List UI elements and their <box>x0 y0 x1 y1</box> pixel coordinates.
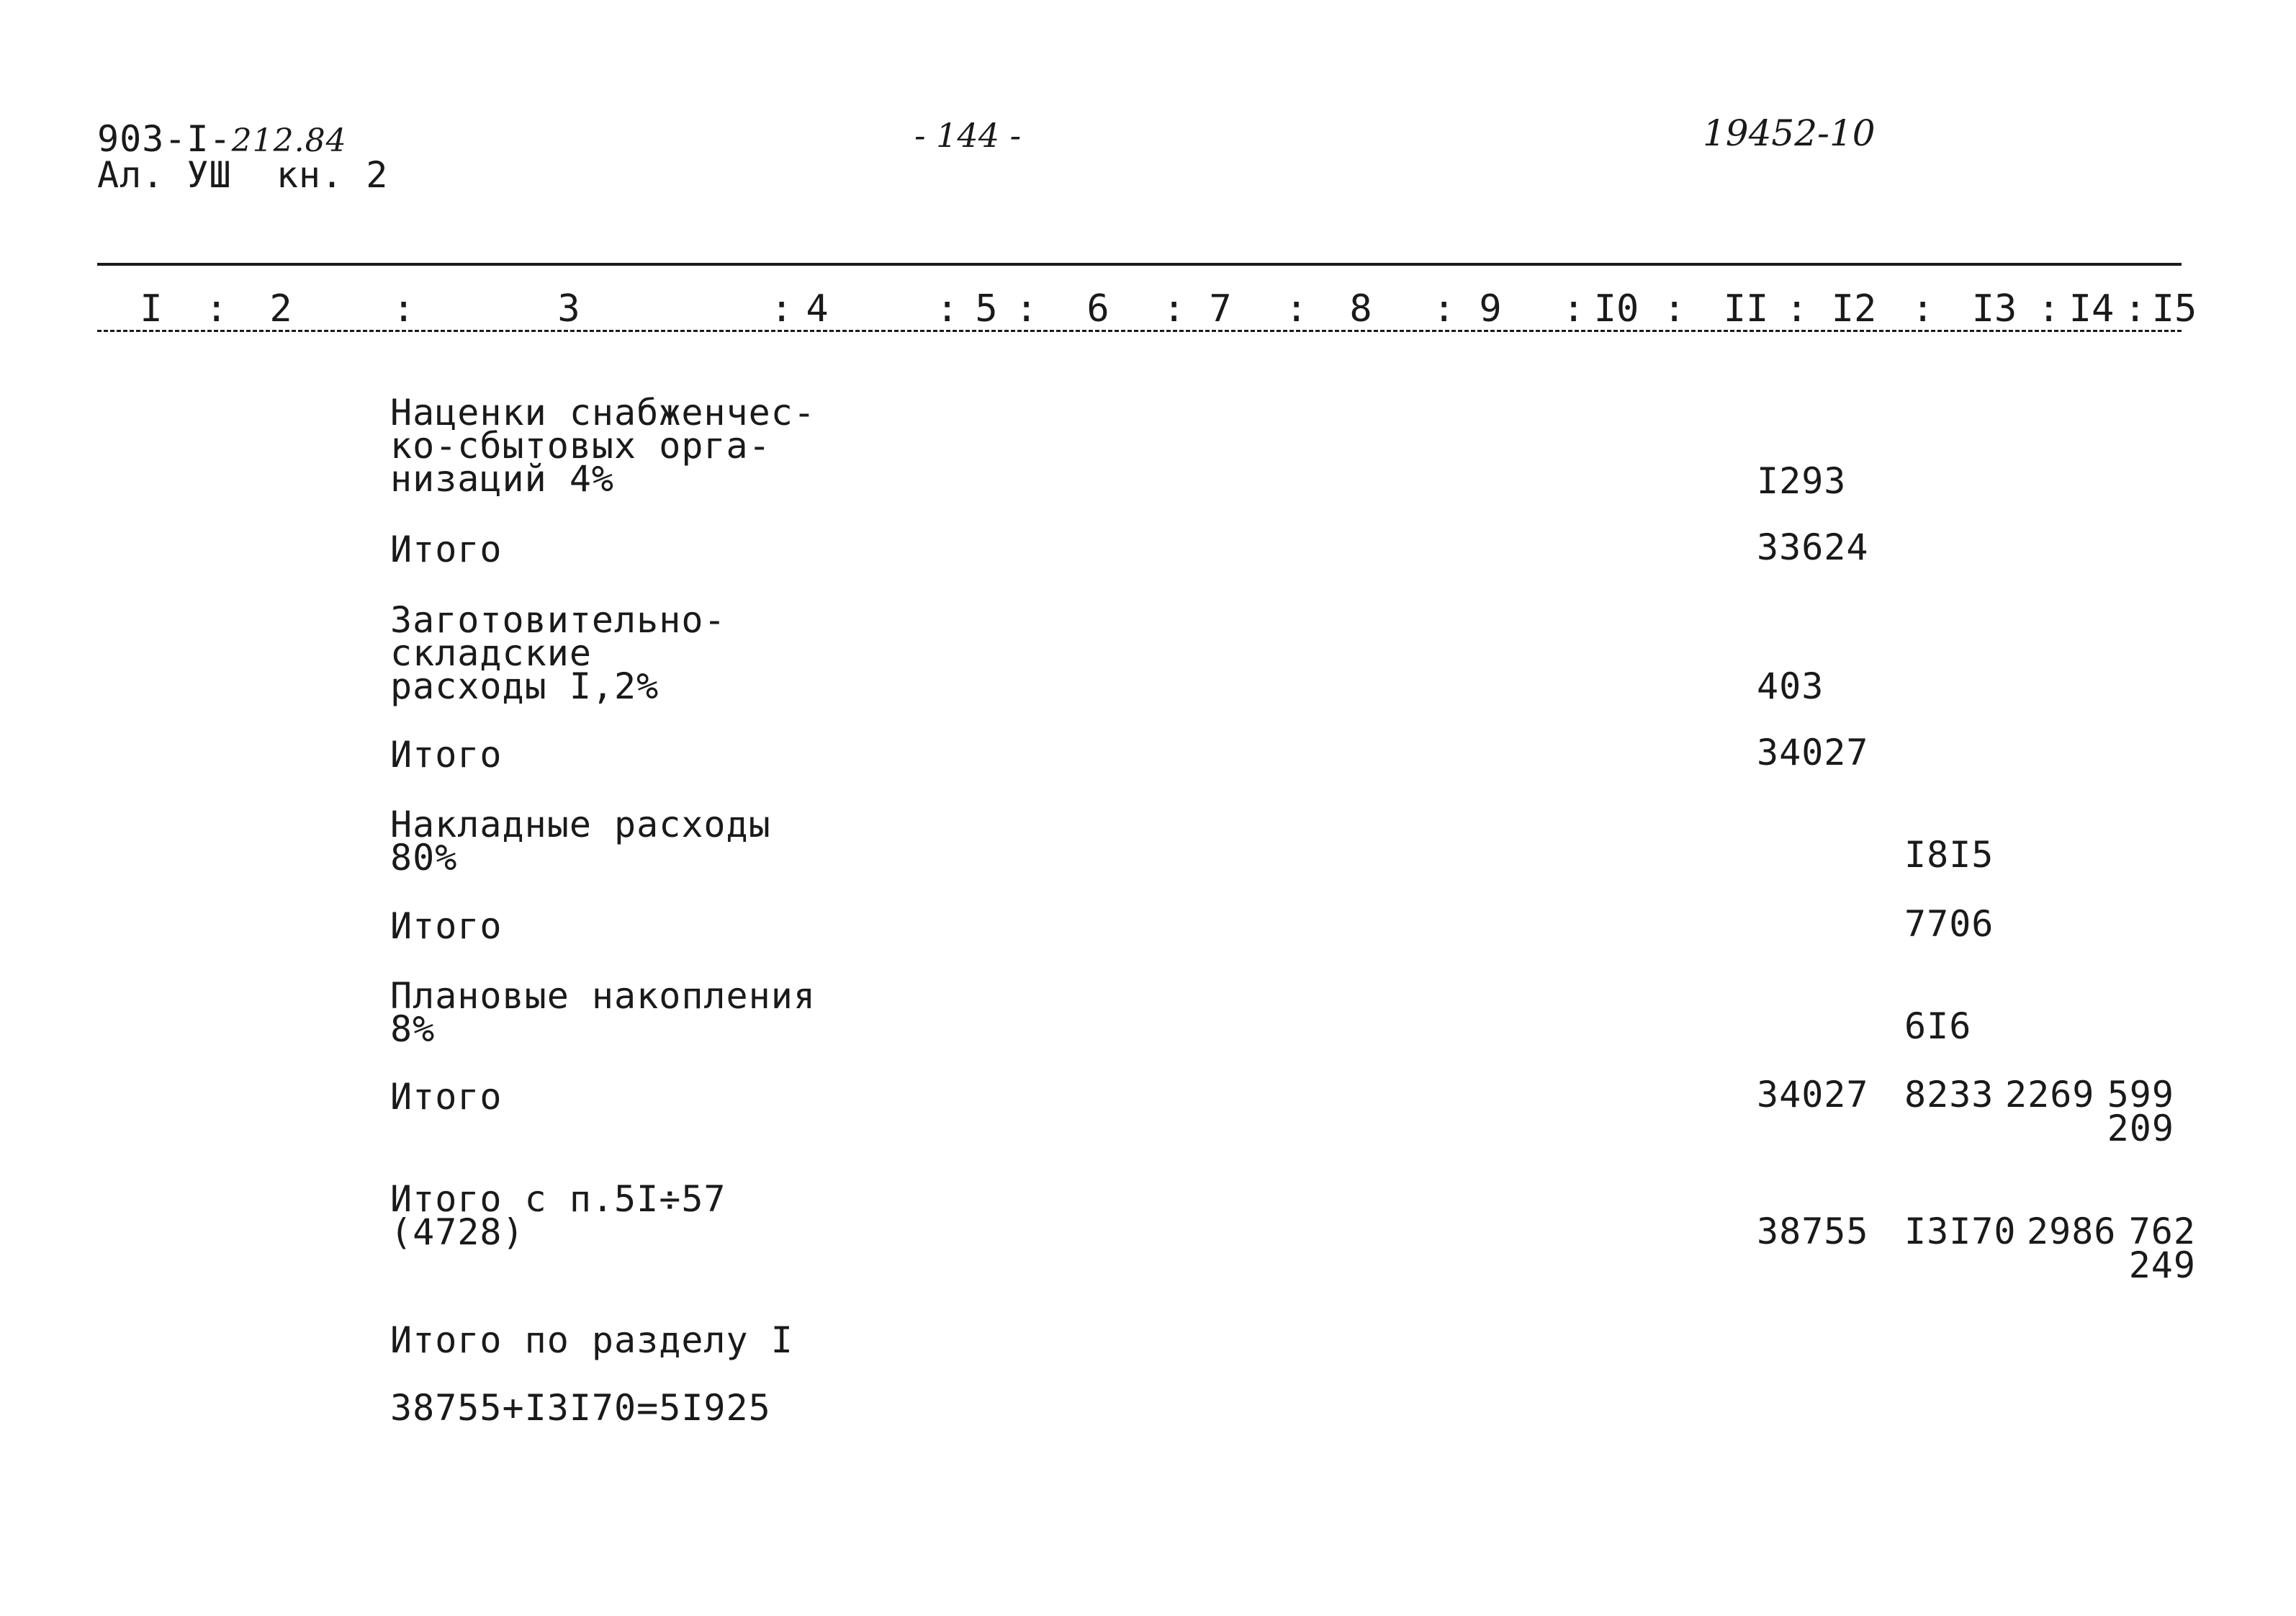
document-code-prefix: 903-I- <box>97 118 232 160</box>
column-number-9: 9 <box>1479 287 1502 331</box>
column-number-7: 7 <box>1209 287 1232 331</box>
column-number-11: II <box>1723 287 1769 331</box>
cell-col-12: 7706 <box>1904 903 1994 945</box>
cell-col-13: 2269 <box>2005 1074 2095 1116</box>
row-label: 38755+I3I70=5I925 <box>390 1387 771 1429</box>
cell-col-11: 34027 <box>1757 732 1869 773</box>
document-code-handwritten: 212.84 <box>231 122 347 159</box>
row-label: Итого <box>390 529 503 570</box>
row-label: Итого <box>390 734 503 776</box>
column-separator: : <box>936 287 960 331</box>
column-number-5: 5 <box>975 287 998 331</box>
cell-col-11: I293 <box>1757 460 1847 502</box>
row-label: Плановые накопления 8% <box>390 975 816 1050</box>
column-number-10: I0 <box>1593 287 1639 331</box>
cell-col-14: 762 <box>2128 1211 2196 1252</box>
row-label: Итого <box>390 905 503 947</box>
column-number-4: 4 <box>806 287 829 331</box>
document-code <box>97 118 347 160</box>
column-separator: : <box>1433 287 1457 331</box>
cell-col-12: I8I5 <box>1904 834 1994 876</box>
cell-col-11: 33624 <box>1757 526 1869 568</box>
column-separator: : <box>1912 287 1935 331</box>
cell-col-13: 2986 <box>2027 1211 2117 1252</box>
cell-col-11: 38755 <box>1757 1211 1869 1252</box>
cell-col-14: 599 <box>2107 1074 2174 1116</box>
column-number-12: I2 <box>1831 287 1877 331</box>
cell-col-11: 403 <box>1757 665 1824 707</box>
cell-col-12: 8233 <box>1904 1074 1994 1116</box>
column-separator: : <box>770 287 794 331</box>
column-separator: : <box>205 287 229 331</box>
column-number-2: 2 <box>269 287 292 331</box>
cell-col-12: 6I6 <box>1904 1005 1972 1047</box>
column-number-15: I5 <box>2151 287 2197 331</box>
column-number-3: 3 <box>557 287 580 331</box>
row-label: Итого <box>390 1076 503 1118</box>
column-number-6: 6 <box>1086 287 1109 331</box>
row-label: Наценки снабженчес- ко-сбытовых орга- низаций 4% <box>390 392 816 500</box>
row-label: Итого с п.5I÷57 (4728) <box>390 1178 726 1253</box>
cell-col-11: 34027 <box>1757 1074 1869 1116</box>
row-label: Заготовительно- складские расходы I,2% <box>390 599 726 707</box>
album-label: Ал. УШ кн. 2 <box>97 154 389 196</box>
column-separator: : <box>1786 287 1809 331</box>
column-number-8: 8 <box>1349 287 1372 331</box>
header-top-rule <box>97 263 2182 266</box>
column-separator: : <box>2124 287 2148 331</box>
page-number: - 144 - <box>914 116 1022 155</box>
row-label: Итого по разделу I <box>390 1319 793 1361</box>
cell-col-14-sub: 209 <box>2107 1108 2174 1149</box>
column-separator: : <box>1015 287 1039 331</box>
column-separator: : <box>392 287 416 331</box>
row-label: Накладные расходы 80% <box>390 804 771 879</box>
document-number: 19452-10 <box>1703 112 1876 154</box>
cell-col-12: I3I70 <box>1904 1211 2017 1252</box>
column-separator: : <box>1285 287 1309 331</box>
column-number-1: I <box>140 287 163 331</box>
column-separator: : <box>2038 287 2061 331</box>
column-separator: : <box>1663 287 1687 331</box>
column-number-14: I4 <box>2068 287 2115 331</box>
cell-col-14-sub: 249 <box>2128 1244 2196 1286</box>
column-separator: : <box>1562 287 1586 331</box>
column-separator: : <box>1163 287 1187 331</box>
column-number-13: I3 <box>1971 287 2017 331</box>
